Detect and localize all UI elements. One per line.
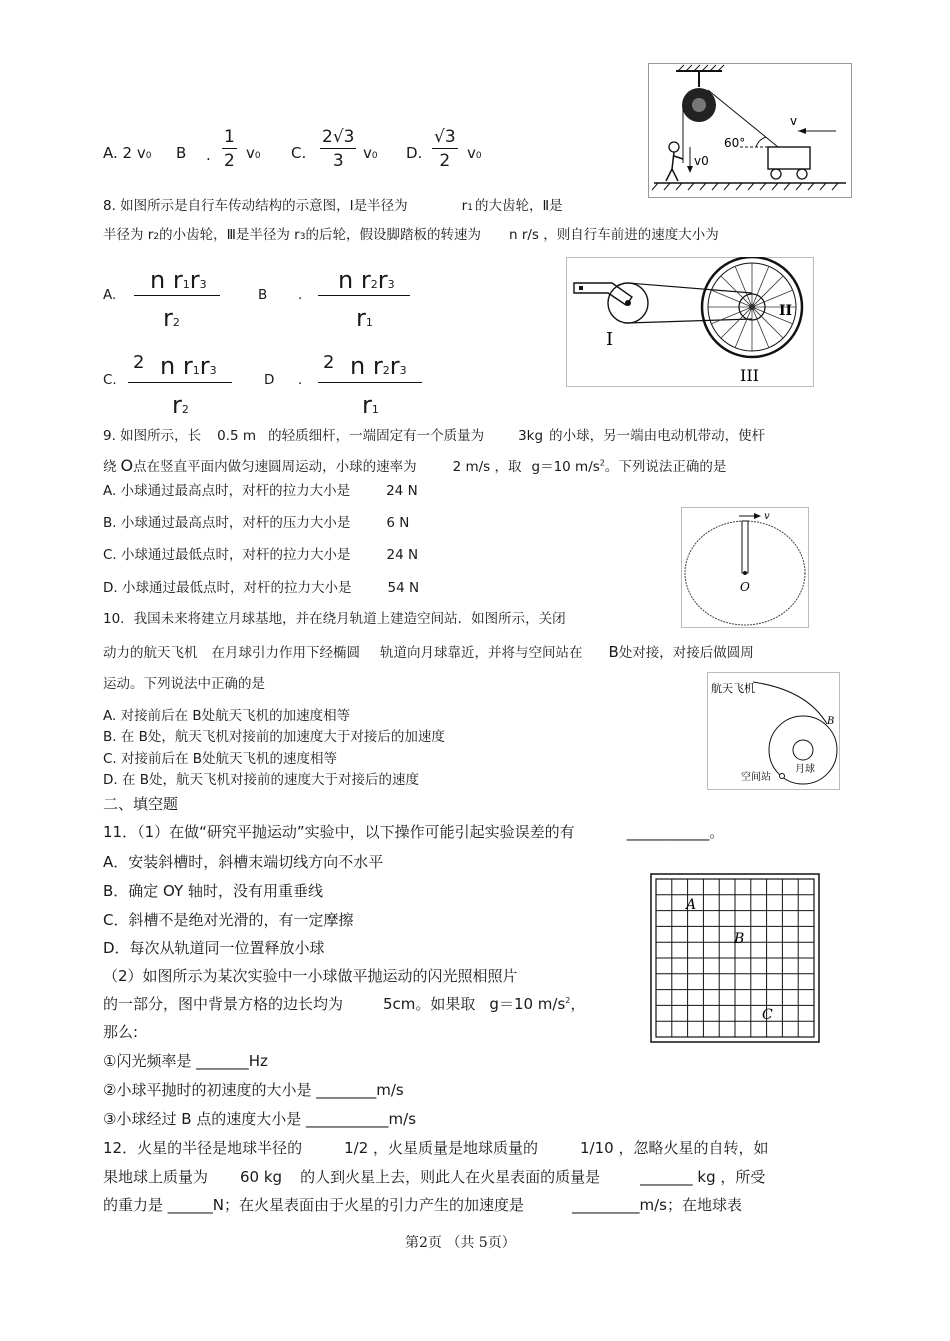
station-label: 空间站 bbox=[741, 772, 771, 783]
point-A-label: A bbox=[686, 897, 697, 913]
q11-option-a: A．安装斜槽时，斜槽末端切线方向不水平 bbox=[103, 853, 384, 871]
point-B-label: B bbox=[734, 931, 745, 947]
q11-sub1: ①闪光频率是 _______Hz bbox=[103, 1052, 268, 1070]
person-leg-left bbox=[666, 169, 672, 181]
cart-wheel-left bbox=[771, 169, 781, 179]
velocity-label: v bbox=[764, 511, 770, 522]
q7-option-d-fraction: $\frac{√3}{2}$ bbox=[434, 127, 456, 171]
q9-circle-rod-figure bbox=[681, 507, 809, 628]
elliptical-trajectory bbox=[753, 682, 827, 724]
q11-grid-figure bbox=[650, 873, 820, 1043]
q9-option-a: A. 小球通过最高点时，对杆的拉力大小是 24 N bbox=[103, 483, 418, 499]
q7-option-b-label: B bbox=[176, 144, 187, 162]
q8-option-a-numerator: n r1r3 bbox=[150, 266, 207, 294]
q11-option-d: D．每次从轨道同一位置释放小球 bbox=[103, 939, 325, 957]
angle-label: 60° bbox=[724, 136, 746, 150]
center-label: O bbox=[740, 580, 750, 594]
q8-bicycle-figure bbox=[566, 257, 814, 387]
q9-option-b: B. 小球通过最高点时，对杆的压力大小是 6 N bbox=[103, 515, 410, 531]
ground-hatch bbox=[652, 183, 838, 190]
q12-line1: 12．火星的半径是地球半径的 1/2 ，火星质量是地球质量的 1/10 ，忽略火星的自转，如 bbox=[103, 1139, 769, 1157]
pulley-axle bbox=[692, 98, 706, 112]
q8-option-a-fraction-line bbox=[134, 295, 220, 296]
q7-option-b-fraction: $\frac{1}{2}$ bbox=[224, 127, 235, 171]
q7-option-d-v: v0 bbox=[467, 144, 482, 162]
q10-line3: 运动。下列说法中正确的是 bbox=[103, 676, 265, 692]
label-I: I bbox=[606, 329, 614, 350]
q8-option-b-fraction-line bbox=[318, 295, 410, 296]
page-footer: 第2页 （共 5页） bbox=[405, 1235, 516, 1251]
chain-bottom bbox=[628, 319, 752, 323]
person-leg-right bbox=[672, 169, 678, 181]
q8-option-c-denominator: r2 bbox=[172, 391, 189, 419]
velocity-arrowhead bbox=[754, 513, 761, 519]
v0-arrowhead bbox=[687, 166, 693, 173]
velocity-label: v bbox=[790, 114, 798, 128]
q12-line3: 的重力是 ______N；在火星表面由于火星的引力产生的加速度是 _________m/s；在地球表 bbox=[103, 1196, 742, 1214]
q10-option-d: D. 在 B处，航天飞机对接前的速度大于对接后的速度 bbox=[103, 772, 420, 788]
space-station bbox=[780, 774, 785, 779]
q10-line2: 动力的航天飞机 在月球引力作用下经椭圆 轨道向月球靠近，并将与空间站在 B处对接，对接后做圆周 bbox=[103, 643, 754, 661]
q8-option-b-dot: . bbox=[298, 287, 303, 303]
label-II: II bbox=[779, 303, 793, 319]
q10-option-b: B. 在 B处，航天飞机对接前的加速度大于对接后的加速度 bbox=[103, 729, 445, 745]
q8-option-d-label: D bbox=[264, 372, 275, 388]
shuttle-label: 航天飞机 bbox=[711, 682, 755, 695]
q10-option-a: A. 对接前后在 B处航天飞机的加速度相等 bbox=[103, 708, 351, 724]
q8-option-d-denominator: r1 bbox=[362, 391, 379, 419]
moon bbox=[793, 740, 813, 760]
grid-lines bbox=[656, 879, 814, 1037]
q8-line2: 半径为 r2的小齿轮，Ⅲ是半径为 r3的后轮，假设脚踏板的转速为 n r/s ，则自行车前进的速度大小为 bbox=[103, 227, 719, 243]
cart-body bbox=[768, 147, 810, 169]
cart-wheel-right bbox=[797, 169, 807, 179]
q8-option-b-numerator: n r2r3 bbox=[338, 266, 395, 294]
q7-option-b-v: v0 bbox=[246, 144, 261, 162]
q7-option-c-v: v0 bbox=[363, 144, 378, 162]
q8-option-b-denominator: r1 bbox=[356, 304, 373, 332]
pedal-pin bbox=[579, 286, 583, 290]
person-body bbox=[672, 152, 674, 169]
big-gear-center bbox=[625, 300, 631, 306]
q9-line2: 绕 O点在竖直平面内做匀速圆周运动，小球的速率为 2 m/s ，取 g＝10 $m/s^2$。下列说法正确的是 bbox=[103, 456, 727, 475]
q8-line1: 8. 如图所示是自行车传动结构的示意图，Ⅰ是半径为 r1 的大齿轮，Ⅱ是 bbox=[103, 198, 563, 214]
q10-moon-orbit-figure bbox=[707, 672, 840, 790]
q11-part2-line1: （2）如图所示为某次实验中一小球做平抛运动的闪光照相照片 bbox=[103, 967, 518, 985]
q7-option-c-label: C. bbox=[291, 144, 307, 162]
q11-sub3: ③小球经过 B 点的速度大小是 ___________m/s bbox=[103, 1110, 417, 1128]
point-C-label: C bbox=[762, 1007, 773, 1023]
q9-line1: 9. 如图所示，长 0.5 m 的轻质细杆，一端固定有一个质量为 3kg 的小球，另一端由电动机带动，使杆 bbox=[103, 428, 766, 444]
moon-label: 月球 bbox=[795, 764, 815, 775]
pivot-O bbox=[743, 571, 747, 575]
q8-option-b-label: B bbox=[258, 287, 268, 303]
q7-option-b-dot: . bbox=[206, 146, 211, 164]
q11-option-c: C．斜槽不是绝对光滑的，有一定摩擦 bbox=[103, 911, 354, 929]
section-title-fill-in: 二、填空题 bbox=[103, 795, 179, 813]
q11-part2-line2: 的一部分，图中背景方格的边长均为 5cm。如果取 g＝10 $m/s^2$， bbox=[103, 995, 586, 1013]
q8-option-c-label: C. bbox=[103, 372, 117, 388]
rod bbox=[742, 521, 748, 573]
velocity-arrowhead bbox=[798, 128, 806, 134]
q8-option-d-numerator: n r2r3 bbox=[350, 352, 407, 380]
q7-option-c-fraction: $\frac{2√3}{3}$ bbox=[322, 127, 355, 171]
q8-option-c-numerator: n r1r3 bbox=[160, 352, 217, 380]
person-head bbox=[669, 142, 679, 152]
q8-option-d-coefficient: 2 bbox=[323, 352, 335, 373]
q8-option-c-coefficient: 2 bbox=[133, 352, 145, 373]
q12-line2: 果地球上质量为 60 kg 的人到火星上去，则此人在火星表面的质量是 _______ kg ，所受 bbox=[103, 1168, 766, 1186]
q8-option-d-dot: . bbox=[298, 372, 303, 388]
q10-line1: 10．我国未来将建立月球基地，并在绕月轨道上建造空间站．如图所示，关闭 bbox=[103, 611, 566, 627]
q8-option-a-denominator: r2 bbox=[163, 304, 180, 332]
q7-option-d-label: D. bbox=[406, 144, 423, 162]
q8-option-c-fraction-line bbox=[128, 382, 232, 383]
q7-option-a: A. 2 v0 bbox=[103, 144, 152, 162]
q10-option-c: C. 对接前后在 B处航天飞机的速度相等 bbox=[103, 751, 338, 767]
point-B-label: B bbox=[827, 716, 835, 727]
angle-arc bbox=[756, 137, 766, 147]
q9-option-c: C. 小球通过最低点时，对杆的拉力大小是 24 N bbox=[103, 547, 419, 563]
q8-option-a-label: A. bbox=[103, 287, 117, 303]
q11-part2-line3: 那么: bbox=[103, 1023, 139, 1041]
q11-sub2: ②小球平抛时的初速度的大小是 ________m/s bbox=[103, 1081, 404, 1099]
person-arm bbox=[674, 156, 683, 159]
v0-label: v0 bbox=[694, 154, 709, 168]
q11-line1: 11．（1）在做“研究平抛运动”实验中，以下操作可能引起实验误差的有 ___________。 bbox=[103, 823, 725, 841]
q7-pulley-cart-figure bbox=[648, 63, 852, 198]
q11-option-b: B．确定 OY 轴时，没有用重垂线 bbox=[103, 882, 323, 900]
q9-option-d: D. 小球通过最低点时，对杆的拉力大小是 54 N bbox=[103, 580, 420, 596]
q8-option-d-fraction-line bbox=[318, 382, 422, 383]
figure-border bbox=[567, 258, 814, 387]
label-III: III bbox=[740, 366, 759, 385]
